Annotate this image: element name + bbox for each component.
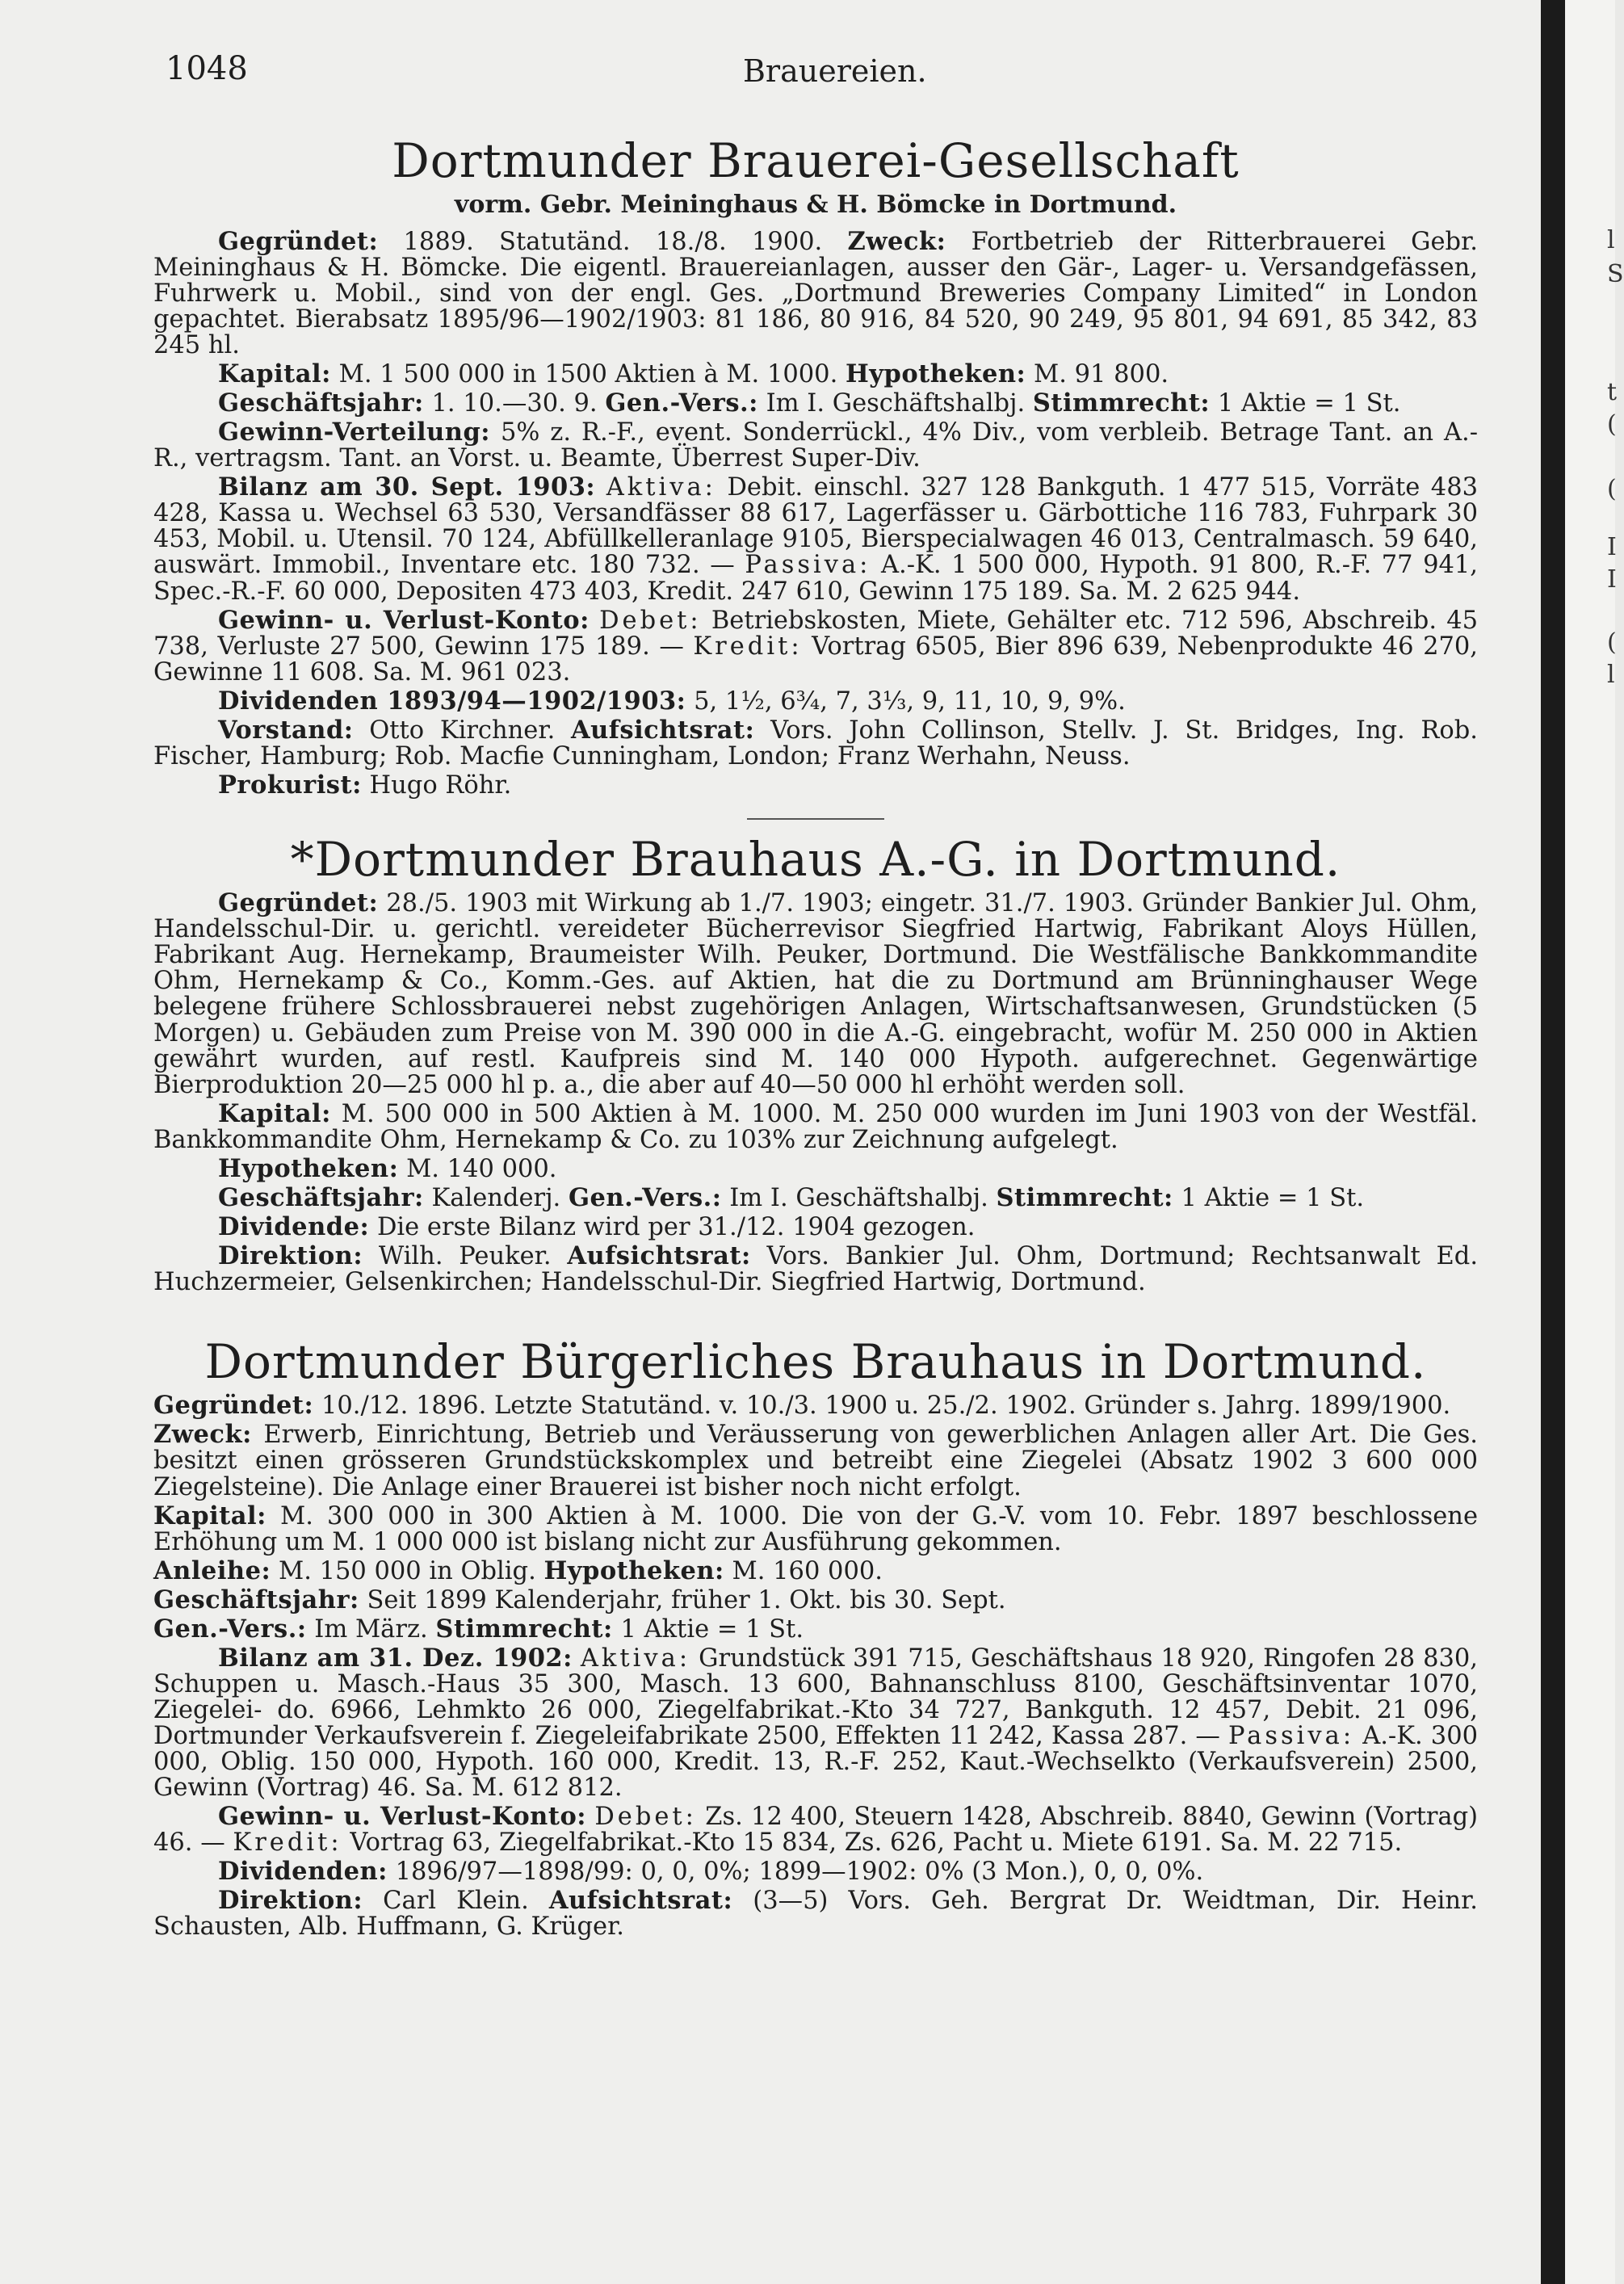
text: Carl Klein. bbox=[383, 1886, 529, 1915]
text: 28./5. 1903 mit Wirkung ab 1./7. 1903; eingetr. 31./7. 1903. Gründer Bankier Jul. Ohm, Handelsschul-Dir. u. gerichtl. vereideter Bücherrevisor Siegfried Hartwig, Fabrikant Aloys Hüllen, Fabrikant Aug. Hernekamp, Braumeister Wilh. Peuker, Dortmund. Die Westfälische Bankkommandite Ohm, Hernekamp & Co., Komm.-Ges. auf Aktien, hat die zu Dortmund am Brünninghauser Wege belegene frühere Schlossbrauerei nebst zugehörigen Anlagen, Wirtschaftsanwesen, Grundstücken (5 Morgen) u. Gebäuden zum Preise von M. 390 000 in die A.-G. eingebracht, wofür M. 250 000 in Aktien gewährt wurden, auf restl. Kaufpreis sind M. 140 000 Hypoth. aufgerechnet. Gegenwärtige Bierproduktion 20—25 000 hl p. a., die aber auf 40—50 000 hl erhöht werden soll. bbox=[153, 889, 1478, 1099]
paragraph-fiscal-year bbox=[153, 390, 1478, 417]
text: 1 Aktie = 1 St. bbox=[1181, 1183, 1365, 1212]
label: Gewinn-Verteilung: bbox=[218, 418, 491, 447]
text: Vors. John Collinson, Stellv. J. St. Bridges, Ing. Rob. Fischer, Hamburg; Rob. Macfie Cunningham, London; Franz Werhahn, Neuss. bbox=[153, 716, 1478, 770]
spacer bbox=[153, 1298, 1478, 1322]
running-title: Brauereien. bbox=[743, 53, 927, 89]
text: M. 160 000. bbox=[732, 1556, 883, 1585]
label: Vorstand: bbox=[218, 715, 354, 745]
aktiva-label: Aktiva: bbox=[580, 1644, 691, 1673]
passiva-label: Passiva: bbox=[1228, 1721, 1355, 1750]
label: Dividenden 1893/94—1902/1903: bbox=[218, 686, 686, 716]
text: Vortrag 6505, Bier 896 639, Nebenprodukte 46 270, Gewinne 11 608. Sa. M. 961 023. bbox=[153, 632, 1478, 686]
gutter-char: t bbox=[1607, 378, 1618, 406]
text: 10./12. 1896. Letzte Statutänd. v. 10./3. 1900 u. 25./2. 1902. Gründer s. Jahrg. 1899/1900. bbox=[321, 1392, 1451, 1421]
paragraph-fiscal-year bbox=[153, 1182, 1478, 1212]
paragraph-mortgages bbox=[153, 1153, 1478, 1183]
label: Geschäftsjahr: bbox=[153, 1585, 359, 1614]
paragraph-direction bbox=[153, 1887, 1478, 1940]
text: Kalenderj. bbox=[431, 1183, 561, 1212]
section-title: *Dortmunder Brauhaus A.-G. in Dortmund. bbox=[290, 831, 1341, 887]
text: Fortbetrieb der Ritterbrauerei Gebr. Meininghaus & H. Bömcke. Die eigentl. Brauereianlagen, ausser den Gär-, Lager- u. Versandgefässen, Fuhrwerk u. Mobil., sind von der engl. Ges. „Dortmund Breweries Company Limited“ in London gepachtet. Bierabsatz 1895/96—1902/1903: 81 186, 80 916, 84 520, 90 249, 95 801, 94 691, 85 342, 83 245 hl. bbox=[153, 228, 1478, 360]
label: Aufsichtsrat: bbox=[567, 1241, 751, 1270]
text: Seit 1899 Kalenderjahr, früher 1. Okt. bis 30. Sept. bbox=[367, 1585, 1006, 1614]
text: A.-K. 1 500 000, Hypoth. 91 800, R.-F. 77 941, Spec.-R.-F. 60 000, Depositen 473 403, Kredit. 247 610, Gewinn 175 189. Sa. M. 2 625 944. bbox=[153, 551, 1478, 606]
gutter-char: ( bbox=[1607, 628, 1617, 657]
section-divider bbox=[747, 818, 884, 820]
aktiva-label: Aktiva: bbox=[606, 473, 716, 502]
label: Dividende: bbox=[218, 1211, 370, 1241]
text: 1896/97—1898/99: 0, 0, 0%; 1899—1902: 0% (3 Mon.), 0, 0, 0%. bbox=[395, 1857, 1204, 1886]
paragraph-profit-loss bbox=[153, 607, 1478, 686]
gutter-char: l bbox=[1607, 226, 1615, 254]
label: Hypotheken: bbox=[543, 1556, 724, 1585]
text: M. 91 800. bbox=[1034, 360, 1169, 389]
label: Anleihe: bbox=[153, 1556, 271, 1585]
label: Stimmrecht: bbox=[435, 1614, 613, 1644]
text: 5% z. R.-F., event. Sonderrückl., 4% Div., vom verbleib. Betrage Tant. an A.-R., vertragsm. Tant. an Vorst. u. Beamte, Überrest Super-Div. bbox=[153, 418, 1479, 473]
text: 5, 1½, 6¾, 7, 3⅓, 9, 11, 10, 9, 9%. bbox=[694, 686, 1126, 716]
paragraph-bond bbox=[153, 1558, 1478, 1585]
page-number: 1048 bbox=[166, 50, 248, 87]
gutter-char: I bbox=[1607, 533, 1617, 561]
text: M. 140 000. bbox=[406, 1154, 557, 1183]
label: Direktion: bbox=[218, 1241, 363, 1270]
label: Bilanz am 30. Sept. 1903: bbox=[218, 472, 596, 502]
gutter-char: ( bbox=[1607, 410, 1617, 439]
paragraph-capital bbox=[153, 1503, 1478, 1556]
label: Gen.-Vers.: bbox=[605, 388, 758, 418]
paragraph-fiscal-year bbox=[153, 1587, 1478, 1614]
text: M. 500 000 in 500 Aktien à M. 1000. M. 250 000 wurden im Juni 1903 von der Westfäl. Bankkommandite Ohm, Hernekamp & Co. zu 103% zur Zeichnung aufgelegt. bbox=[153, 1099, 1478, 1154]
text: Wilh. Peuker. bbox=[378, 1241, 552, 1270]
label: Gen.-Vers.: bbox=[568, 1182, 722, 1212]
paragraph-profit-distribution bbox=[153, 419, 1478, 472]
paragraph-direction bbox=[153, 1243, 1478, 1295]
text: Zs. 12 400, Steuern 1428, Abschreib. 8840, Gewinn (Vortrag) 46. — bbox=[153, 1802, 1479, 1857]
text: Vortrag 63, Ziegelfabrikat.-Kto 15 834, Zs. 626, Pacht u. Miete 6191. Sa. M. 22 715. bbox=[350, 1828, 1403, 1857]
label: Aufsichtsrat: bbox=[548, 1885, 733, 1915]
label: Bilanz am 31. Dez. 1902: bbox=[218, 1643, 573, 1673]
paragraph-prokurist bbox=[153, 772, 1478, 799]
text: 1 Aktie = 1 St. bbox=[1217, 389, 1401, 418]
label: Stimmrecht: bbox=[996, 1182, 1173, 1212]
paragraph-capital bbox=[153, 1098, 1478, 1154]
text: M. 300 000 in 300 Aktien à M. 1000. Die von der G.-V. vom 10. Febr. 1897 beschlossene Erhöhung um M. 1 000 000 ist bislang nicht zur Ausführung gekommen. bbox=[153, 1501, 1478, 1556]
label: Aufsichtsrat: bbox=[570, 715, 755, 745]
text: Im I. Geschäftshalbj. bbox=[729, 1183, 988, 1212]
gutter-char: I bbox=[1607, 565, 1617, 594]
label: Gewinn- u. Verlust-Konto: bbox=[218, 1801, 587, 1831]
paragraph-capital bbox=[153, 361, 1478, 388]
label: Gewinn- u. Verlust-Konto: bbox=[218, 605, 590, 635]
text: Grundstück 391 715, Geschäftshaus 18 920, Ringofen 28 830, Schuppen u. Masch.-Haus 35 300, Masch. 13 600, Bahnanschluss 8100, Geschäftsinventar 1070, Ziegelei- do. 6966, Lehmkto 26 000, Ziegelfabrikat.-Kto 34 727, Bankguth. 12 457, Debit. 21 096, Dortmunder Verkaufsverein f. Ziegeleifabrikate 2500, Effekten 11 242, Kassa 287. — bbox=[153, 1644, 1478, 1750]
paragraph-balance bbox=[153, 1645, 1478, 1801]
text: Im I. Geschäftshalbj. bbox=[766, 389, 1026, 418]
text: M. 150 000 in Oblig. bbox=[278, 1556, 536, 1585]
label: Direktion: bbox=[218, 1885, 363, 1915]
label: Stimmrecht: bbox=[1032, 388, 1211, 418]
book-spine bbox=[1541, 0, 1565, 2284]
label: Gen.-Vers.: bbox=[153, 1614, 307, 1644]
paragraph-profit-loss bbox=[153, 1803, 1478, 1856]
kredit-label: Kredit: bbox=[233, 1828, 342, 1857]
gutter-char: ( bbox=[1607, 475, 1617, 503]
passiva-label: Passiva: bbox=[745, 551, 871, 580]
label: Zweck: bbox=[847, 227, 946, 257]
label: Prokurist: bbox=[218, 770, 362, 800]
facing-page-edge bbox=[1565, 0, 1618, 2284]
label: Geschäftsjahr: bbox=[218, 1182, 424, 1212]
debet-label: Debet: bbox=[594, 1802, 697, 1831]
text: Debit. einschl. 327 128 Bankguth. 1 477 515, Vorräte 483 428, Kassa u. Wechsel 63 530, Versandfässer 88 617, Lagerfässer u. Gärbottiche 116 783, Fuhrpark 30 453, Mobil. u. Utensil. 70 124, Abfüllkelleranlage 9105, Bierspecialwagen 46 013, Centralmasch. 59 640, auswärt. Immobil., Inventare etc. 180 732. — bbox=[153, 473, 1479, 580]
gutter-char: S bbox=[1607, 260, 1624, 288]
label: Kapital: bbox=[218, 359, 331, 389]
paragraph-founded bbox=[153, 1392, 1478, 1419]
label: Hypotheken: bbox=[845, 359, 1026, 389]
paragraph-dividend bbox=[153, 1211, 1478, 1241]
paragraph-general-meeting bbox=[153, 1616, 1478, 1643]
label: Gegründet: bbox=[218, 227, 379, 257]
text: Im März. bbox=[314, 1614, 428, 1644]
label: Kapital: bbox=[153, 1501, 266, 1530]
paragraph-dividends bbox=[153, 1858, 1478, 1885]
label: Zweck: bbox=[153, 1420, 252, 1450]
text: 1. 10.—30. 9. bbox=[431, 389, 598, 418]
text: Erwerb, Einrichtung, Betrieb und Veräusserung von gewerblichen Anlagen aller Art. Die Ges. besitzt einen grösseren Grundstückskomplex und betreibt eine Ziegelei (Absatz 1902 3 600 000 Ziegelsteine). Die Anlage einer Brauerei ist bisher noch nicht erfolgt. bbox=[153, 1421, 1478, 1501]
section-subtitle: vorm. Gebr. Meininghaus & H. Bömcke in Dortmund. bbox=[454, 190, 1177, 219]
text: Hugo Röhr. bbox=[369, 770, 512, 800]
text: Die erste Bilanz wird per 31./12. 1904 gezogen. bbox=[376, 1212, 976, 1241]
paragraph-founded bbox=[153, 890, 1478, 1098]
label: Geschäftsjahr: bbox=[218, 388, 424, 418]
section-title: Dortmunder Bürgerliches Brauhaus in Dortmund. bbox=[204, 1333, 1427, 1389]
label: Hypotheken: bbox=[218, 1153, 399, 1183]
paragraph-dividends bbox=[153, 688, 1478, 715]
text: (3—5) Vors. Geh. Bergrat Dr. Weidtman, Dir. Heinr. Schausten, Alb. Huffmann, G. Krüger. bbox=[153, 1886, 1479, 1941]
paragraph-purpose bbox=[153, 1421, 1478, 1500]
text: Vors. Bankier Jul. Ohm, Dortmund; Rechtsanwalt Ed. Huchzermeier, Gelsenkirchen; Handelsschul-Dir. Siegfried Hartwig, Dortmund. bbox=[153, 1241, 1479, 1296]
paragraph-board bbox=[153, 717, 1478, 770]
kredit-label: Kredit: bbox=[693, 632, 803, 661]
text: A.-K. 300 000, Oblig. 150 000, Hypoth. 160 000, Kredit. 13, R.-F. 252, Kaut.-Wechselkto (Verkaufsverein) 2500, Gewinn (Vortrag) 46. Sa. M. 612 812. bbox=[153, 1721, 1479, 1802]
text: Otto Kirchner. bbox=[369, 716, 556, 745]
text: 1 Aktie = 1 St. bbox=[620, 1614, 804, 1644]
label: Dividenden: bbox=[218, 1856, 388, 1886]
debet-label: Debet: bbox=[599, 606, 702, 635]
paragraph-founded bbox=[153, 229, 1478, 359]
label: Gegründet: bbox=[153, 1391, 314, 1421]
label: Kapital: bbox=[218, 1098, 331, 1128]
paragraph-balance bbox=[153, 474, 1478, 604]
text: M. 1 500 000 in 1500 Aktien à M. 1000. bbox=[338, 360, 838, 389]
page-content bbox=[153, 121, 1478, 1942]
label: Gegründet: bbox=[218, 888, 379, 918]
text: Betriebskosten, Miete, Gehälter etc. 712 596, Abschreib. 45 738, Verluste 27 500, Gewinn 175 189. — bbox=[153, 606, 1478, 661]
gutter-char: l bbox=[1607, 661, 1615, 689]
section-title: Dortmunder Brauerei-Gesellschaft bbox=[392, 133, 1240, 188]
text: 1889. Statutänd. 18./8. 1900. bbox=[403, 228, 823, 257]
